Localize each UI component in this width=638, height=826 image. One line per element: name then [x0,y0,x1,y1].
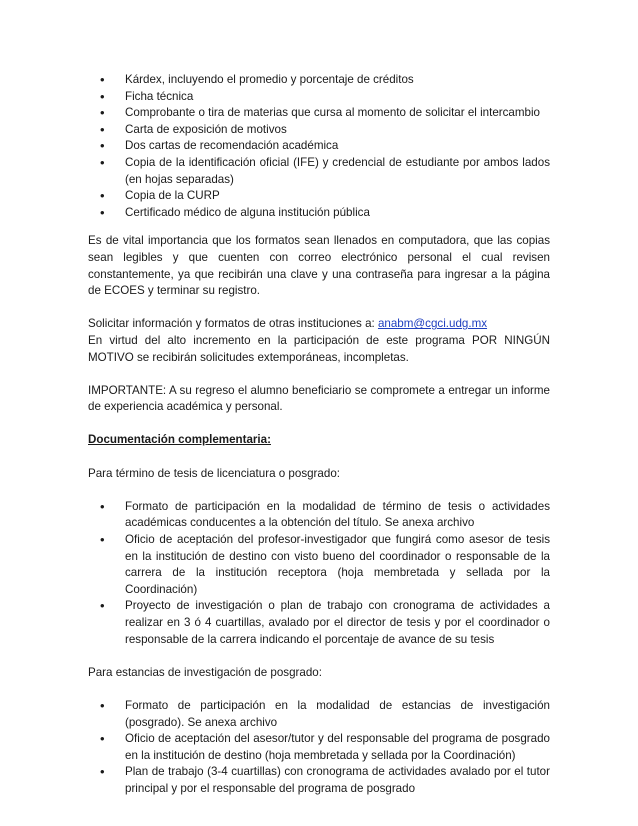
contact-paragraph [88,316,550,333]
forms-instructions-paragraph: Es de vital importancia que los formatos sean llenados en computadora, que las copias sean legibles y que cuenten con correo electrónico personal el cual revisen constantemente, ya que recibirán una clave y una contraseña para ingresar a la página de ECOES y terminar su registro. [88,234,550,298]
thesis-requirements-list [88,499,550,648]
list-item: • Formato de participación en la modalidad de estancias de investigación (posgrado). Se anexa archivo [88,698,550,731]
requirements-list [88,72,550,221]
list-item: • Carta de exposición de motivos [88,122,550,139]
list-item: • Proyecto de investigación o plan de trabajo con cronograma de actividades a realizar en 3 ó 4 cuartillas, avalado por el director de tesis y por el coordinador o responsable de la carrera indicando el porcentaje de avance de su tesis [88,598,550,648]
list-item: • Kárdex, incluyendo el promedio y porcentaje de créditos [88,72,550,89]
thesis-section-title: Para término de tesis de licenciatura o posgrado: [88,466,340,480]
contact-prefix: Solicitar información y formatos de otras instituciones a: [88,317,378,331]
email-link[interactable]: anabm@cgci.udg.mx [377,317,488,331]
list-item: • Formato de participación en la modalidad de término de tesis o actividades académicas conducentes a la obtención del título. Se anexa archivo [88,499,550,532]
important-paragraph: IMPORTANTE: A su regreso el alumno beneficiario se compromete a entregar un informe de experiencia académica y personal. [88,383,550,414]
list-item: • Comprobante o tira de materias que cursa al momento de solicitar el intercambio [88,105,550,122]
list-item: • Copia de la identificación oficial (IFE) y credencial de estudiante por ambos lados (en hojas separadas) [88,155,550,188]
document-page [88,72,550,798]
list-item: • Ficha técnica [88,89,550,106]
list-item: • Dos cartas de recomendación académica [88,138,550,155]
extemporaneous-notice: En virtud del alto incremento en la participación de este programa POR NINGÚN MOTIVO se recibirán solicitudes extemporáneas, incompletas. [88,333,550,364]
list-item: • Oficio de aceptación del profesor-investigador que fungirá como asesor de tesis en la institución de destino con visto bueno del coordinador o responsable de la carrera de la institución receptora (hoja membretada y sellada por la Coordinación) [88,532,550,598]
list-item: • Plan de trabajo (3-4 cuartillas) con cronograma de actividades avalado por el tutor principal y por el responsable del programa de posgrado [88,764,550,797]
list-item: • Certificado médico de alguna institución pública [88,205,550,222]
research-stay-section-title: Para estancias de investigación de posgrado: [88,665,322,679]
complementary-docs-heading: Documentación complementaria: [88,433,271,447]
list-item: • Copia de la CURP [88,188,550,205]
list-item: • Oficio de aceptación del asesor/tutor y del responsable del programa de posgrado en la institución de destino (hoja membretada y sellada por la Coordinación) [88,731,550,764]
research-stay-requirements-list [88,698,550,798]
